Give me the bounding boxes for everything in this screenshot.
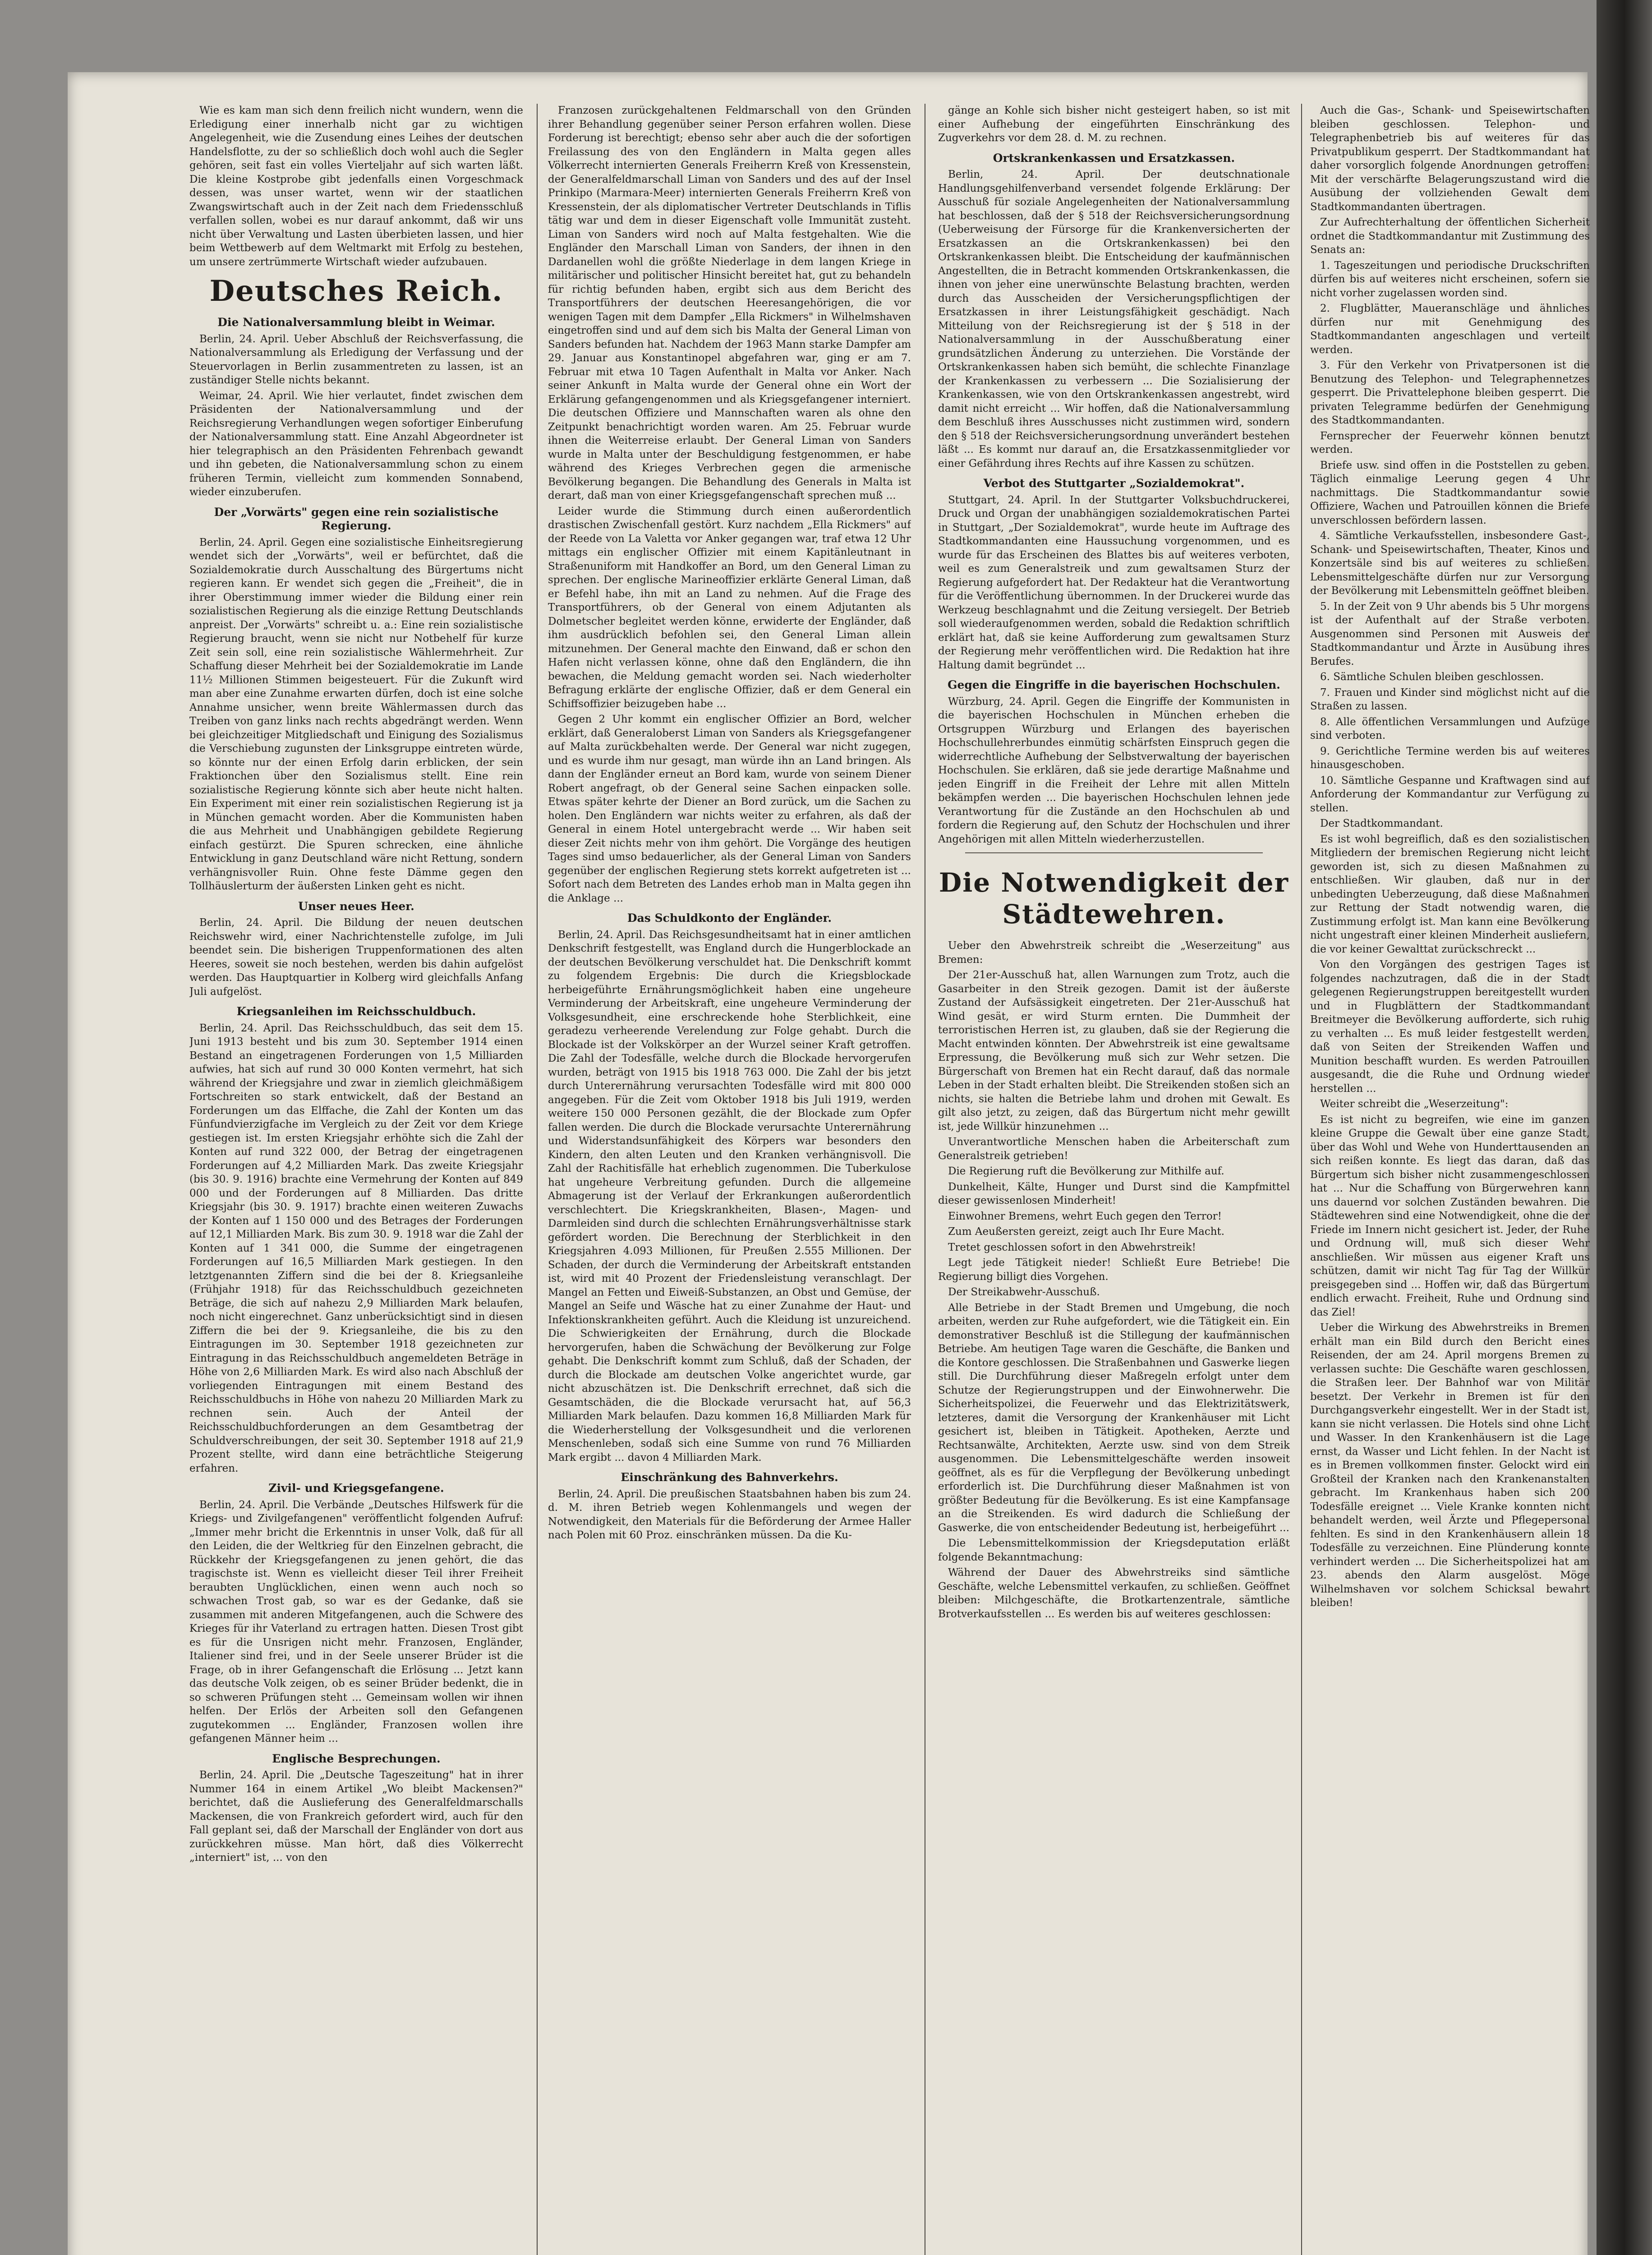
paragraph: Legt jede Tätigkeit nieder! Schließt Eure Betriebe! Die Regierung billigt dies Vorgehen. <box>938 1257 1290 1283</box>
paragraph: Würzburg, 24. April. Gegen die Eingriffe der Kommunisten in die bayerischen Hochschulen in München erheben die Ortsgruppen Würzburg und Erlangen des bayerischen Hochschullehrerbundes einmütig schärfsten Einspruch gegen die widerrechtliche Aufhebung der Selbstverwaltung der bayerischen Hochschulen. Sie erklären, daß sie jede derartige Maßnahme und jeden Eingriff in die Freiheit der Lehre mit allen Mitteln bekämpfen werden ... Die bayerischen Hochschulen lehnen jede Verantwortung für die Zustände an den Hochschulen ab und fordern die Regierung auf, den Schutz der Hochschulen und ihrer Angehörigen mit allen Mitteln wiederherzustellen. <box>938 695 1290 845</box>
paragraph: Berlin, 24. April. Der deutschnationale Handlungsgehilfenverband versendet folgende Erklärung: Der Ausschuß für soziale Angelegenheiten der Nationalversammlung hat beschlossen, daß der § 518 der Reichsversicherungsordnung (Ueberweisung der Fürsorge für die Krankenversicherten der Ersatzkassen an die Ortskrankenkassen) bei den Ortskrankenkassen bleibt. Die Entscheidung der kaufmännischen Angestellten, die in Betracht kommenden Ortskrankenkassen, die ihnen von jeher eine unerwünschte Belastung brachten, werden durch das Ausscheiden der Versicherungspflichtigen der Ersatzkassen in ihrer Leistungsfähigkeit geschädigt. Nach Mitteilung von der Reichsregierung ist der § 518 in der Nationalversammlung in der Ausschußberatung einer grundsätzlichen Änderung zu unterziehen. Die Vorstände der Ortskrankenkassen haben sich bemüht, die schlechte Finanzlage der Krankenkassen zu verbessern ... Die Sozialisierung der Krankenkassen, wie von den Ortskrankenkassen angestrebt, wird damit nicht erreicht ... Wir hoffen, daß die Nationalversammlung dem Beschluß ihres Ausschusses nicht zustimmen wird, sondern den § 518 der Reichsversicherungsordnung unverändert bestehen läßt ... Es kommt nur darauf an, die Ersatzkassenmitglieder vor einer Gefährdung ihres Rechts auf ihre Kassen zu schützen. <box>938 169 1290 469</box>
paragraph: Unverantwortliche Menschen haben die Arbeiterschaft zum Generalstreik getrieben! <box>938 1136 1290 1162</box>
section-title-deutsches-reich: Deutsches Reich. <box>209 274 503 308</box>
article-body <box>548 1487 911 1542</box>
article-body <box>189 916 523 999</box>
paragraph: Zur Aufrechterhaltung der öffentlichen Sicherheit ordnet die Stadtkommandantur mit Zustimmung des Senats an: <box>1310 216 1590 256</box>
paragraph: 4. Sämtliche Verkaufsstellen, insbesondere Gast-, Schank- und Speisewirtschaften, Theater, Kinos und Konzertsäle sind bis auf weiteres zu schließen. Lebensmittelgeschäfte dürfen nur zur Versorgung der Bevölkerung mit Lebensmitteln geöffnet bleiben. <box>1310 530 1590 597</box>
article-body <box>189 332 523 499</box>
paragraph: Weiter schreibt die „Weserzeitung": <box>1320 1098 1509 1110</box>
paragraph: Der Streikabwehr-Ausschuß. <box>948 1286 1100 1298</box>
paragraph: Dunkelheit, Kälte, Hunger und Durst sind die Kampfmittel dieser gewissenlosen Minderheit! <box>938 1181 1290 1206</box>
paragraph: Berlin, 24. April. Die preußischen Staatsbahnen haben bis zum 24. d. M. ihren Betrieb wegen Kohlenmangels und wegen der Notwendigkeit, den Materials für die Beförderung der Armee Haller nach Polen mit 60 Proz. einschränken müssen. Da die Ku- <box>548 1488 911 1541</box>
paragraph: Es ist wohl begreiflich, daß es den sozialistischen Mitgliedern der bremischen Regierung nicht leicht geworden ist, sich zu diesen Maßnahmen zu entschließen. Wir glauben, daß nur in der unbedingten Ueberzeugung, daß diese Maßnahmen zur Rettung der Stadt notwendig waren, die Zustimmung erfolgt ist. Man kann eine Bevölkerung nicht ungestraft einer kleinen Minderheit ausliefern, die vor keiner Gewalttat zurückschreckt ... <box>1310 833 1590 955</box>
column-2 <box>548 104 911 2255</box>
article-heading: Gegen die Eingriffe in die bayerischen Hochschulen. <box>948 678 1280 691</box>
paragraph: 9. Gerichtliche Termine werden bis auf weiteres hinausgeschoben. <box>1310 745 1590 771</box>
paragraph: Berlin, 24. April. Ueber Abschluß der Reichsverfassung, die Nationalversammlung als Erledigung der Verfassung und der Steuervorlagen in Berlin zusammentreten zu lassen, ist an zuständiger Stelle nichts bekannt. <box>189 333 523 386</box>
article-body <box>938 104 1290 145</box>
article-heading: Der „Vorwärts" gegen eine rein sozialistische Regierung. <box>214 505 499 532</box>
paragraph: gänge an Kohle sich bisher nicht gesteigert haben, so ist mit einer Aufhebung der eingeführten Einschränkung des Zugverkehrs vor dem 28. d. M. zu rechnen. <box>938 105 1290 144</box>
paragraph: Während der Dauer des Abwehrstreiks sind sämtliche Geschäfte, welche Lebensmittel verkaufen, zu schließen. Geöffnet bleiben: Milchgeschäfte, die Brotkartenzentrale, sämtliche Brotverkaufsstellen ... Es werden bis auf weiteres geschlossen: <box>938 1567 1290 1620</box>
article-heading: Englische Besprechungen. <box>272 1752 441 1765</box>
paragraph: Stuttgart, 24. April. In der Stuttgarter Volksbuchdruckerei, Druck und Organ der unabhängigen sozialdemokratischen Partei in Stuttgart, „Der Sozialdemokrat", wurde heute im Auftrage des Stadtkommandanten eine Haussuchung vorgenommen, und es wurde für das Erscheinen des Blattes bis auf weiteres verboten, weil es zum Generalstreik und zum gewaltsamen Sturz der Regierung aufgefordert hat. Der Redakteur hat die Verantwortung für die Veröffentlichung übernommen. In der Druckerei wurde das Werkzeug beschlagnahmt und die Zeitung versiegelt. Der Betrieb soll wiederaufgenommen werden, sobald die Redaktion schriftlich erklärt hat, daß sie keine Aufforderung zum gewaltsamen Sturz der Regierung mehr veröffentlichen wird. Die Redaktion hat ihre Haltung damit begründet ... <box>938 494 1290 671</box>
article-heading: Die Nationalversammlung bleibt in Weimar. <box>217 316 495 329</box>
paragraph: Berlin, 24. April. Die Bildung der neuen deutschen Reichswehr wird, einer Nachrichtenstelle zufolge, im Juli beendet sein. Die bisherigen Truppenformationen des alten Heeres, soweit sie noch bestehen, werden bis dahin aufgelöst werden. Das Hauptquartier in Kolberg wird gleichfalls Anfang Juli aufgelöst. <box>189 917 523 998</box>
paragraph: Die Lebensmittelkommission der Kriegsdeputation erläßt folgende Bekanntmachung: <box>938 1537 1290 1563</box>
paragraph: 7. Frauen und Kinder sind möglichst nicht auf die Straßen zu lassen. <box>1310 686 1590 712</box>
article-body <box>1310 104 1590 1610</box>
paragraph: Berlin, 24. April. Gegen eine sozialistische Einheitsregierung wendet sich der „Vorwärts", weil er befürchtet, daß die Sozialdemokratie durch Ausschaltung des Bürgertums nicht regieren kann. Er wendet sich gegen die „Freiheit", die in ihrer Oberstimmung immer wieder die Bildung einer rein sozialistischen Regierung als die einzige Rettung Deutschlands anpreist. Der „Vorwärts" schreibt u. a.: Eine rein sozialistische Regierung braucht, wenn sie nicht nur Notbehelf für kurze Zeit sein soll, eine rein sozialistische Wählermehrheit. Zur Schaffung dieser Mehrheit bei der Sozialdemokratie im Lande 11½ Millionen Stimmen beigesteuert. Für die Zukunft wird man aber eine Zunahme erwarten dürfen, doch ist eine solche Annahme unsicher, wenn breite Wählermassen durch das Treiben von ganz links nach rechts abgedrängt werden. Wenn bei gleichzeitiger Mitgliedschaft und Einigung des Sozialismus die Verschiebung zugunsten der Linksgruppe eintreten würde, so könnte nur der einen Erfolg darin erblicken, der sein Fraktionchen über den Sozialismus stellt. Eine rein sozialistische Regierung könnte sich aber heute nicht halten. Ein Experiment mit einer rein sozialistischen Regierung ist ja in München gemacht worden. Aber die Kommunisten haben die aus Mehrheit und Unabhängigen gebildete Regierung einfach gestürzt. Die Spuren schrecken, eine ähnliche Entwicklung in ganz Deutschland wäre nicht Rettung, sondern verhängnisvoller Ruin. Ohne feste Dämme gegen den Tollhäuslerturm der äußersten Linken geht es nicht. <box>189 536 523 892</box>
paragraph: Zum Aeußersten gereizt, zeigt auch Ihr Eure Macht. <box>948 1226 1225 1238</box>
paragraph: Leider wurde die Stimmung durch einen außerordentlich drastischen Zwischenfall gestört. Kurz nachdem „Ella Rickmers" auf der Reede von La Valetta vor Anker gegangen war, traf etwa 12 Uhr mittags ein englischer Offizier mit einem Kapitänleutnant in Straßenuniform mit Handkoffer an Bord, um den General Liman zu sprechen. Der englische Marineoffizier erklärte General Liman, daß er Befehl habe, ihn mit an Land zu nehmen. Auf die Frage des Transportführers, ob der General von einem Adjutanten als Dolmetscher begleitet werden könne, erwiderte der Engländer, daß ihm ausdrücklich befohlen sei, den General Liman allein mitzunehmen. Der General machte den Einwand, daß er schon den Hafen nicht verlassen könne, ohne daß den Engländern, die ihn bewachen, die Meldung gemacht worden sei. Nach wiederholter Befragung erklärte der englische Offizier, daß er dem General ein Schiffsoffizier beizugeben habe ... <box>548 505 911 710</box>
paragraph: Briefe usw. sind offen in die Poststellen zu geben. Täglich einmalige Leerung gegen 4 Uhr nachmittags. Die Stadtkommandantur sowie Offiziere, Wachen und Patrouillen können die Briefe unverschlossen befördern lassen. <box>1310 459 1590 526</box>
paragraph: Ueber den Abwehrstreik schreibt die „Weserzeitung" aus Bremen: <box>938 940 1290 966</box>
article-body <box>548 104 911 905</box>
paragraph: 5. In der Zeit von 9 Uhr abends bis 5 Uhr morgens ist der Aufenthalt auf der Straße verboten. Ausgenommen sind Personen mit Ausweis der Stadtkommandantur und Ärzte in Ausübung ihres Berufes. <box>1310 600 1590 667</box>
article-heading: Ortskrankenkassen und Ersatzkassen. <box>993 151 1235 165</box>
article-heading: Zivil- und Kriegsgefangene. <box>268 1482 444 1495</box>
article-body <box>189 1022 523 1476</box>
paragraph: Es ist nicht zu begreifen, wie eine im ganzen kleine Gruppe die Gewalt über eine ganze Stadt, über das Wohl und Wehe von Hunderttausenden an sich reißen konnte. Es liegt das daran, daß das Bürgertum sich bisher nicht zusammengeschlossen hat ... Nur die Schaffung von Bürgerwehren kann uns dauernd vor solchen Zuständen bewahren. Die Städtewehren sind eine Notwendigkeit, ohne die der Friede im Innern nicht gesichert ist. Jeder, der Ruhe und Ordnung will, muß sich dieser Wehr anschließen. Wir müssen aus eigener Kraft uns schützen, damit wir nicht Tag für Tag der Willkür preisgegeben sind ... Hoffen wir, daß das Bürgertum endlich erwacht. Freiheit, Ruhe und Ordnung sind das Ziel! <box>1310 1114 1590 1318</box>
column-4 <box>1310 104 1590 2255</box>
paragraph: Von den Vorgängen des gestrigen Tages ist folgendes nachzutragen, daß die in der Stadt gelegenen Regierungstruppen bereitgestellt wurden und in Flugblättern der Stadtkommandant Breitmeyer die Bevölkerung aufforderte, sich ruhig zu verhalten ... Es muß leider festgestellt werden, daß von Seiten der Streikenden Waffen und Munition beschafft wurden. Es werden Patrouillen ausgesandt, die die Ruhe und Ordnung wieder herstellen ... <box>1310 959 1590 1095</box>
paragraph: Weimar, 24. April. Wie hier verlautet, findet zwischen dem Präsidenten der Nationalversammlung und der Reichsregierung Verhandlungen wegen sofortiger Einberufung der Nationalversammlung statt. Eine Anzahl Abgeordneter ist hier telegraphisch an den Präsidenten Fehrenbach gewandt und ihn gebeten, die Nationalversammlung schon zu einem früheren Termin, vielleicht zum kommenden Sonnabend, wieder einzuberufen. <box>189 390 523 498</box>
paragraph: Berlin, 24. April. Das Reichsgesundheitsamt hat in einer amtlichen Denkschrift festgestellt, was England durch die Hungerblockade an der deutschen Bevölkerung verschuldet hat. Die Denkschrift kommt zu folgendem Ergebnis: Die durch die Kriegsblockade herbeigeführte Ernährungsmöglichkeit haben eine ungeheure Verminderung der Arbeitskraft, eine ungeheure Verminderung der Volksgesundheit, eine erschreckende hohe Sterblichkeit, eine geradezu verheerende Verelendung zur Folge gehabt. Durch die Blockade ist der Volkskörper an der Wurzel seiner Kraft getroffen. Die Zahl der Todesfälle, welche durch die Blockade hervorgerufen wurden, beträgt von 1915 bis 1918 763 000. Die Zahl der bis jetzt durch Unterernährung verursachten Todesfälle wird mit 800 000 angegeben. Für die Zeit vom Oktober 1918 bis Juli 1919, werden weitere 150 000 Personen gezählt, die der Blockade zum Opfer fallen werden. Die durch die Blockade verursachte Unterernährung und Widerstandsunfähigkeit des Körpers war besonders den Kindern, den alten Leuten und den Kranken verhängnisvoll. Die Zahl der Rachitisfälle hat erheblich zugenommen. Die Tuberkulose hat ungeheure Verbreitung gefunden. Durch die allgemeine Abmagerung ist der Verlauf der Erkrankungen außerordentlich verschlechtert. Die Kriegskrankheiten, Blasen-, Magen- und Darmleiden sind durch die schlechten Ernährungsverhältnisse stark gefördert worden. Die Berechnung der Sterblichkeit in den Kriegsjahren 4.093 Millionen, für Preußen 2.555 Millionen. Der Schaden, der durch die Verminderung der Arbeitskraft entstanden ist, wird mit 40 Prozent der Friedensleistung veranschlagt. Der Mangel an Fetten und Eiweiß-Substanzen, an Obst und Gemüse, der Mangel an Seife und Wäsche hat zu einer Zunahme der Haut- und Infektionskrankheiten geführt. Auch die Kleidung ist unzureichend. Die Schwierigkeiten der Ernährung, durch die Blockade hervorgerufen, haben die Schwächung der Bevölkerung zur Folge gehabt. Die Denkschrift kommt zum Schluß, daß der Schaden, der durch die Blockade am deutschen Volke angerichtet wurde, gar nicht abzuschätzen ist. Die Denkschrift errechnet, daß sich die Gesamtschäden, die die Blockade verursacht hat, auf 56,3 Milliarden Mark belaufen. Dazu kommen 16,8 Milliarden Mark für die Wiederherstellung der Volksgesundheit und die verlorenen Menschenleben, sodaß sich eine Summe von rund 76 Milliarden Mark ergibt ... davon 4 Milliarden Mark. <box>548 929 911 1463</box>
paragraph: Berlin, 24. April. Das Reichsschuldbuch, das seit dem 15. Juni 1913 besteht und bis zum 30. September 1914 einen Bestand an eingetragenen Forderungen von 1,5 Milliarden aufwies, hat sich auf rund 30 000 Konten vermehrt, hat sich während der Kriegsjahre und zwar in ziemlich gleichmäßigem Fortschreiten so stark entwickelt, daß der Bestand an Forderungen um das Elffache, die Zahl der Konten um das Fünfundvierzigfache im Vergleich zu der Zeit vor dem Kriege gestiegen ist. Im ersten Kriegsjahr erhöhte sich die Zahl der Konten auf rund 322 000, der Betrag der eingetragenen Forderungen auf 4,2 Milliarden Mark. Das zweite Kriegsjahr (bis 30. 9. 1916) brachte eine Vermehrung der Konten auf 849 000 und der Forderungen auf 8 Milliarden. Das dritte Kriegsjahr (bis 30. 9. 1917) brachte einen weiteren Zuwachs der Konten auf 1 150 000 und des Betrages der Forderungen auf 12,1 Milliarden Mark. Bis zum 30. 9. 1918 war die Zahl der Konten auf 1 341 000, die Summe der eingetragenen Forderungen auf 16,5 Milliarden Mark gestiegen. In den letztgenannten Ziffern sind die bei der 8. Kriegsanleihe (Frühjahr 1918) für das Reichsschuldbuch gezeichneten Beträge, die sich auf nahezu 2,9 Milliarden Mark belaufen, noch nicht eingerechnet. Ganz unberücksichtigt sind in diesen Ziffern die bei der 9. Kriegsanleihe, die bis zu den Eintragungen im 30. September 1918 gezeichneten zur Eintragung in das Reichsschuldbuch angemeldeten Beträge in Höhe von 2,6 Milliarden Mark. Es wird also nach Abschluß der vorliegenden Eintragungen mit einem Bestand des Reichsschuldbuchs in Höhe von nahezu 20 Milliarden Mark zu rechnen sein. Auch der Anteil der Reichsschuldbuchforderungen an dem Gesamtbetrag der Schuldverschreibungen, der seit 30. September 1918 auf 21,9 Prozent stellte, wird dann eine beträchtliche Steigerung erfahren. <box>189 1022 523 1474</box>
article-heading: Verbot des Stuttgarter „Sozialdemokrat". <box>983 477 1245 490</box>
article-heading: Unser neues Heer. <box>298 899 414 913</box>
column-rule <box>1301 104 1302 2255</box>
book-binding-edge <box>1597 0 1652 2255</box>
paragraph: Gegen 2 Uhr kommt ein englischer Offizier an Bord, welcher erklärt, daß Generaloberst Liman von Sanders als Kriegsgefangener auf Malta zurückbehalten werde. Der General war nicht zugegen, und es wurde ihm nur gesagt, man würde ihn an Land bringen. Als dann der Engländer erneut an Bord kam, wurde von seinem Diener Robert angefragt, ob der General seine Sachen einpacken solle. Etwas später kehrte der Diener an Bord zurück, um die Sachen zu holen. Den Engländern war nichts weiter zu erfahren, als daß der General in einem Hotel untergebracht werde ... Wir haben seit dieser Zeit nichts mehr von ihm gehört. Die Vorgänge des heutigen Tages sind umso bedauerlicher, als der General Liman von Sanders gegenüber der englischen Regierung stets korrekt aufgetreten ist ... Sofort nach dem Betreten des Landes erhob man in Malta gegen ihn die Anklage ... <box>548 713 911 904</box>
article-body <box>938 939 1290 1621</box>
paragraph: 10. Sämtliche Gespanne und Kraftwagen sind auf Anforderung der Kommandantur zur Verfügung zu stellen. <box>1310 774 1590 814</box>
paragraph: Die Regierung ruft die Bevölkerung zur Mithilfe auf. <box>948 1165 1224 1177</box>
article-heading: Kriegsanleihen im Reichsschuldbuch. <box>236 1005 476 1018</box>
paragraph: Wie es kam man sich denn freilich nicht wundern, wenn die Erledigung einer innerhalb nicht gar zu wichtigen Angelegenheit, wie die Zusendung eines Leihes der deutschen Handelsflotte, zu der so schließlich doch wohl auch die Segler gehören, seit fast ein volles Vierteljahr auf sich warten läßt. Die kleine Kostprobe gibt jedenfalls einen Vorgeschmack dessen, was unser wartet, wenn wir der staatlichen Zwangswirtschaft auch in der Zeit nach dem Friedensschluß verfallen sollen, wobei es nur darauf ankommt, daß wir uns nicht über Verwaltung und Lasten überbieten lassen, und hier beim Wettbewerb auf dem Weltmarkt mit Erfolg zu bestehen, um unsere zertrümmerte Wirtschaft wieder aufzubauen. <box>189 105 523 268</box>
paragraph: Der 21er-Ausschuß hat, allen Warnungen zum Trotz, auch die Gasarbeiter in den Streik gezogen. Damit ist der äußerste Zustand der Aufsässigkeit eingetreten. Der 21er-Ausschuß hat Wind gesät, er wird Sturm ernten. Die Dummheit der terroristischen Herren ist, zu glauben, daß sie der Regierung die Macht entwinden könnten. Der Abwehrstreik ist eine gewaltsame Erpressung, die Bevölkerung muß sich zur Wehr setzen. Die Bürgerschaft von Bremen hat ein Recht darauf, daß das normale Leben in der Stadt erhalten bleibt. Die Streikenden stoßen sich an nichts, sie halten die Betriebe lahm und drohen mit Gewalt. Es gilt also jetzt, zu zeigen, daß das Bürgertum nicht mehr gewillt ist, jede Willkür hinzunehmen ... <box>938 969 1290 1132</box>
paragraph: Fernsprecher der Feuerwehr können benutzt werden. <box>1310 430 1590 456</box>
paragraph: 2. Flugblätter, Maueranschläge und ähnliches dürfen nur mit Genehmigung des Stadtkommandanten angeschlagen und verteilt werden. <box>1310 303 1590 356</box>
article-body <box>189 1768 523 1865</box>
feature-title: Die Notwendigkeit der Städtewehren. <box>939 867 1289 930</box>
article-body <box>938 695 1290 847</box>
paragraph: Tretet geschlossen sofort in den Abwehrstreik! <box>948 1241 1196 1253</box>
paragraph: Einwohner Bremens, wehrt Euch gegen den Terror! <box>948 1210 1222 1222</box>
paragraph: Franzosen zurückgehaltenen Feldmarschall von den Gründen ihrer Behandlung gegenüber seiner Person erfahren wollen. Diese Forderung ist berechtigt; ebenso sehr aber auch die der sofortigen Freilassung des von den Engländern in Malta gegen alles Völkerrecht internierten Generals Freiherrn Kreß von Kressenstein, der Generalfeldmarschall Liman von Sanders und des auf der Insel Prinkipo (Marmara-Meer) internierten Generals Freiherrn Kreß von Kressenstein, der als diplomatischer Vertreter Deutschlands in Tiflis tätig war und dem in dieser Eigenschaft volle Immunität zusteht. Liman von Sanders wird noch auf Malta festgehalten. Wie die Engländer den Marschall Liman von Sanders, der ihnen in den Dardanellen wohl die größte Niederlage in dem langen Kriege in militärischer und politischer Hinsicht bereitet hat, gut zu behandeln für richtig befunden haben, ergibt sich aus dem Bericht des Transportführers der deutschen Heeresangehörigen, die vor wenigen Tagen mit dem Dampfer „Ella Rickmers" in Wilhelmshaven eingetroffen sind und auf dem sich bis Malta der General Liman von Sanders befunden hat. Nachdem der 1963 Mann starke Dampfer am 29. Januar aus Konstantinopel abgefahren war, ging er am 7. Februar mit etwa 10 Tagen Aufenthalt in Malta vor Anker. Nach seiner Ankunft in Malta wurde der General ohne ein Wort der Erklärung gefangengenommen und als Kriegsgefangener interniert. Die deutschen Offiziere und Mannschaften waren als ohne den Zeitpunkt benachrichtigt worden waren. Am 25. Februar wurde ihnen die Weiterreise erlaubt. Der General Liman von Sanders wurde in Malta unter der Beschuldigung festgenommen, er habe während des Krieges Verbrechen gegen die armenische Bevölkerung begangen. Die Behandlung des Generals in Malta ist derart, daß man von einer Kriegsgefangenschaft sprechen muß ... <box>548 105 911 502</box>
paragraph: Auch die Gas-, Schank- und Speisewirtschaften bleiben geschlossen. Telephon- und Telegraphenbetrieb bis auf weiteres für das Privatpublikum gesperrt. Der Stadtkommandant hat daher vorsorglich folgende Anordnungen getroffen: Mit der verschärfte Belagerungszustand wird die Ausübung der vollziehenden Gewalt dem Stadtkommandanten übertragen. <box>1310 105 1590 213</box>
paragraph: 1. Tageszeitungen und periodische Druckschriften dürfen bis auf weiteres nicht erscheinen, sofern sie nicht vorher zugelassen worden sind. <box>1310 259 1590 299</box>
column-3 <box>938 104 1290 2255</box>
paragraph: Ueber die Wirkung des Abwehrstreiks in Bremen erhält man ein Bild durch den Bericht eines Reisenden, der am 24. April morgens Bremen zu verlassen suchte: Die Geschäfte waren geschlossen, die Straßen leer. Der Bahnhof war von Militär besetzt. Der Verkehr in Bremen ist für den Durchgangsverkehr eingestellt. Wer in der Stadt ist, kann sie nicht verlassen. Die Hotels sind ohne Licht und Wasser. In den Krankenhäusern ist die Lage ernst, da Wasser und Licht fehlen. In der Nacht ist es in Bremen vollkommen finster. Gelockt wird ein Großteil der Kranken nach den Krankenanstalten gebracht. Im Krankenhaus haben sich 200 Todesfälle ereignet ... Viele Kranke konnten nicht behandelt werden, weil Ärzte und Pflegepersonal fehlten. Es sind in den Krankenhäusern allein 18 Todesfälle zu verzeichnen. Eine Plünderung konnte verhindert werden ... Die Sicherheitspolizei hat am 23. abends den Alarm ausgelöst. Möge Wilhelmshaven vor solchem Schicksal bewahrt bleiben! <box>1310 1322 1590 1609</box>
article-body <box>189 1498 523 1746</box>
column-rule <box>537 104 538 2255</box>
paragraph: 3. Für den Verkehr von Privatpersonen ist die Benutzung des Telephon- und Telegraphennetzes gesperrt. Die Privattelephone bleiben gesperrt. Die privaten Telegramme bedürfen der Genehmigung des Stadtkommandanten. <box>1310 359 1590 426</box>
article-heading: Einschränkung des Bahnverkehrs. <box>621 1471 838 1484</box>
article-heading: Das Schuldkonto der Engländer. <box>627 911 832 925</box>
column-1 <box>189 104 523 2255</box>
paragraph: 6. Sämtliche Schulen bleiben geschlossen. <box>1320 671 1544 683</box>
paragraph: 8. Alle öffentlichen Versammlungen und Aufzüge sind verboten. <box>1310 716 1590 741</box>
paragraph: Berlin, 24. April. Die Verbände „Deutsches Hilfswerk für die Kriegs- und Zivilgefangenen" veröffentlicht folgenden Aufruf: „Immer mehr bricht die Erkenntnis in unser Volk, daß für all den Leiden, die der Weltkrieg für den Einzelnen gebracht, die Rückkehr der Kriegsgefangenen zu jenen gehört, die das tragischste ist. Wenn es vielleicht dieser Teil ihrer Freiheit beraubten Unglücklichen, einen wenn auch noch so schwachen Trost gab, so war es der Gedanke, daß sie zusammen mit anderen Mitgefangenen, auch die Schwere des Krieges für ihr Vaterland zu ertragen hatten. Diesen Trost gibt es für die Unsrigen nicht mehr. Franzosen, Engländer, Italiener sind frei, und in der Seele unserer Brüder ist die Frage, ob in ihrer Gefangenschaft die Erlösung ... Jetzt kann das deutsche Volk zeigen, ob es seiner Brüder bedenkt, die in so schweren Prüfungen steht ... Gemeinsam wollen wir ihnen helfen. Der Erlös der Arbeiten soll den Gefangenen zugutekommen ... Engländer, Franzosen wollen ihre gefangenen Männer heim ... <box>189 1499 523 1744</box>
paragraph: Alle Betriebe in der Stadt Bremen und Umgebung, die noch arbeiten, werden zur Ruhe aufgefordert, wie die Tätigkeit ein. Ein demonstrativer Beschluß ist die Stillegung der kaufmännischen Betriebe. Am heutigen Tage waren die Geschäfte, die Banken und die Kontore geschlossen. Die Straßenbahnen und Gaswerke liegen still. Die Durchführung dieser Maßregeln erfolgt unter dem Schutze der Regierungstruppen und der Einwohnerwehr. Die Sicherheitspolizei, die Feuerwehr und das Elektrizitätswerk, letzteres, damit die Versorgung der Krankenhäuser mit Licht gesichert ist, bleiben in Tätigkeit. Apotheken, Aerzte und Rechtsanwälte, Architekten, Aerzte usw. sind von dem Streik ausgenommen. Die Lebensmittelgeschäfte werden insoweit geöffnet, als es für die Verpflegung der Bevölkerung unbedingt erforderlich ist. Die Durchführung dieser Maßnahmen ist von größter Bedeutung für die Bevölkerung. Es ist eine Kampfansage an die Streikenden. Es wird dadurch die Schließung der Gaswerke, die von entscheidender Bedeutung ist, herbeigeführt ... <box>938 1302 1290 1534</box>
article-body <box>938 493 1290 672</box>
paragraph: Der Stadtkommandant. <box>1320 818 1443 829</box>
article-body <box>548 928 911 1465</box>
article-body <box>189 104 523 269</box>
article-body <box>938 168 1290 470</box>
paragraph: Berlin, 24. April. Die „Deutsche Tageszeitung" hat in ihrer Nummer 164 in einem Artikel „Wo bleibt Mackensen?" berichtet, daß die Auslieferung des Generalfeldmarschalls Mackensen, die von Frankreich gefordert wird, auch für den Fall geplant sei, daß der Marschall der Engländer von dort aus zurückkehren müsse. Man hört, daß dies Völkerrecht „interniert" ist, ... von den <box>189 1769 523 1864</box>
article-body <box>189 536 523 893</box>
divider <box>965 852 1263 853</box>
